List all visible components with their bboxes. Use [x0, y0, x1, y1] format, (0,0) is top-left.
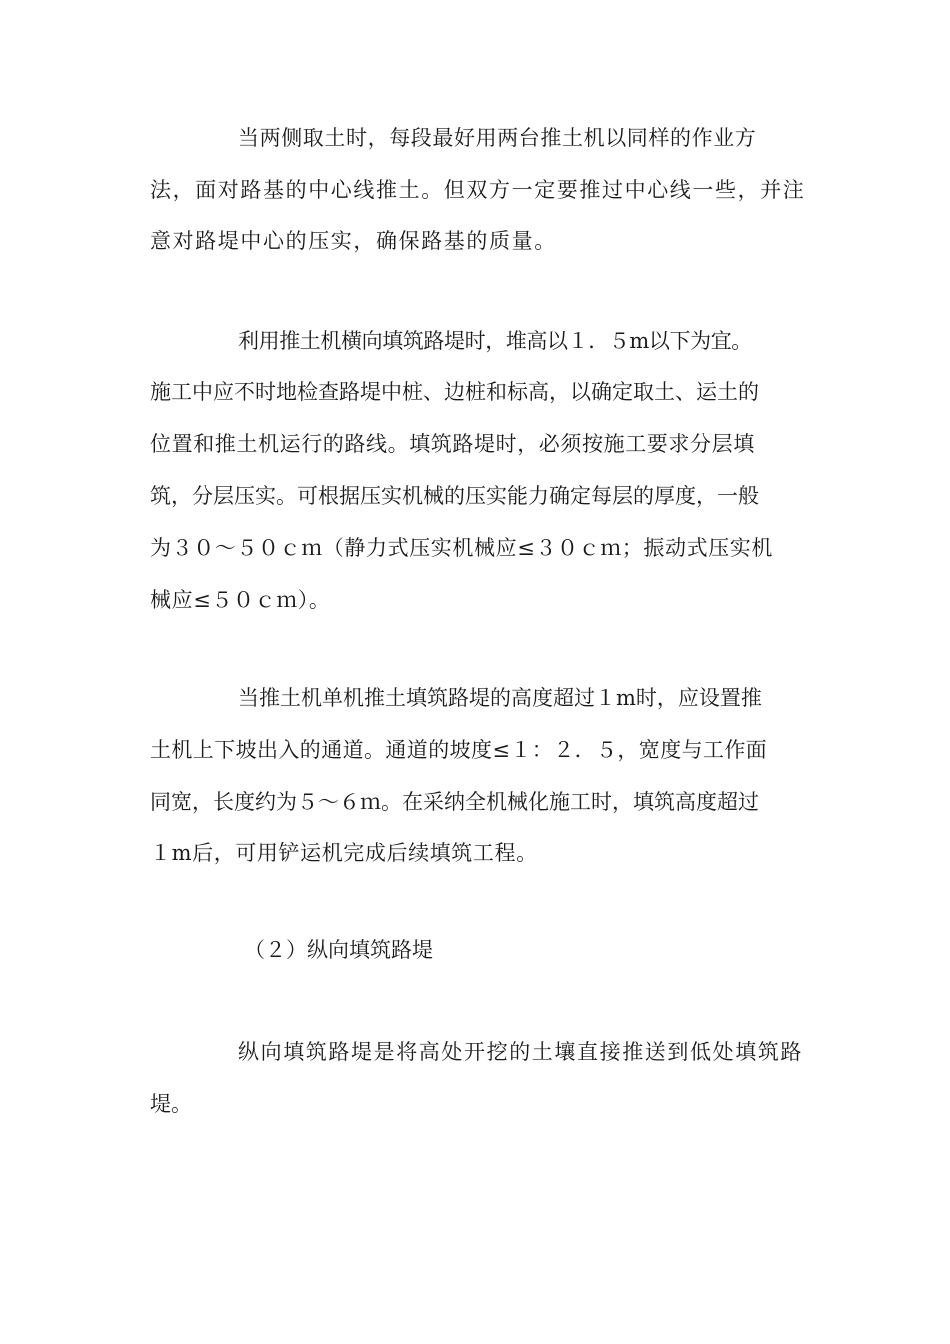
paragraph-1-line-3: 意对路堤中心的压实，确保路基的质量。 [150, 229, 557, 253]
paragraph-3-line-4: １m后，可用铲运机完成后续填筑工程。 [150, 841, 538, 865]
paragraph-3-line-2: 土机上下坡出入的通道。通道的坡度≤１：２．５，宽度与工作面 [150, 738, 768, 762]
paragraph-2-line-3: 位置和推土机运行的路线。填筑路堤时，必须按施工要求分层填 [150, 432, 755, 456]
paragraph-2-line-4: 筑，分层压实。可根据压实机械的压实能力确定每层的厚度，一般 [150, 484, 759, 508]
paragraph-1-line-1: 当两侧取土时，每段最好用两台推土机以同样的作业方 [238, 126, 757, 150]
paragraph-4-line-2: 堤。 [150, 1092, 192, 1116]
section-heading: （２）纵向填筑路堤 [244, 938, 433, 962]
paragraph-2-line-1: 利用推土机横向填筑路堤时，堆高以１．５m以下为宜。 [238, 329, 752, 353]
paragraph-1-line-2: 法，面对路基的中心线推土。但双方一定要推过中心线一些，并注 [150, 178, 806, 202]
paragraph-3-line-3: 同宽，长度约为５～６ｍ。在采纳全机械化施工时，填筑高度超过 [150, 790, 759, 814]
paragraph-2-line-6: 械应≤５０ｃｍ）。 [150, 588, 331, 612]
paragraph-2-line-2: 施工中应不时地检查路堤中桩、边桩和标高，以确定取土、运土的 [150, 380, 759, 404]
paragraph-2-line-5: 为３０～５０ｃｍ（静力式压实机械应≤３０ｃｍ；振动式压实机 [150, 536, 773, 560]
paragraph-4-line-1: 纵向填筑路堤是将高处开挖的土壤直接推送到低处填筑路 [238, 1040, 803, 1064]
paragraph-3-line-1: 当推土机单机推土填筑路堤的高度超过１m时，应设置推 [238, 686, 762, 710]
